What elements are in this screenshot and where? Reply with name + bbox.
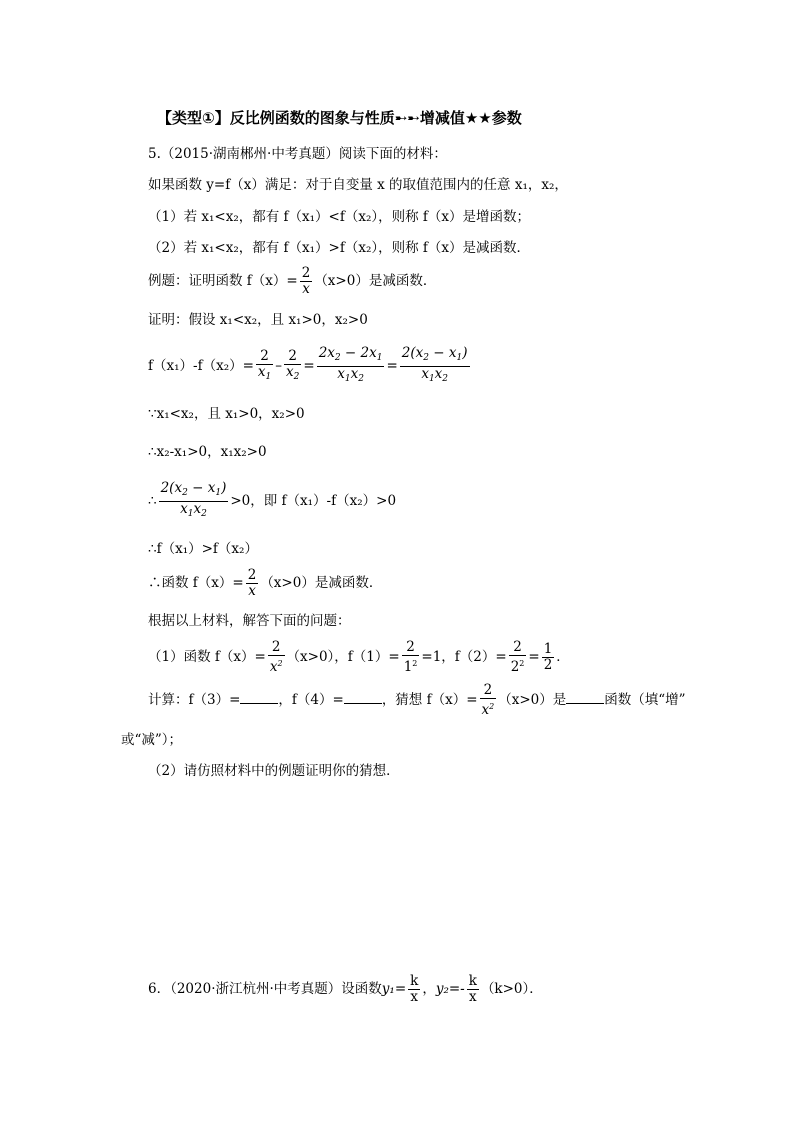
answer-blank-f4[interactable] [344,691,382,704]
answer-blank-type[interactable] [566,691,604,704]
q5-header: 5.（2015·湖南郴州·中考真题）阅读下面的材料： [148,146,447,162]
q5-part-2: （2）请仿照材料中的例题证明你的猜想． [148,763,400,779]
q5-example: 例题：证明函数 f（x）= $\frac{2}{x}$ （x>0）是减函数． [148,265,437,297]
answer-blank-f3[interactable] [240,691,278,704]
q5-based-on: 根据以上材料，解答下面的问题： [148,613,351,629]
fraction-2-over-x: $\frac{2}{x}$ [301,265,311,297]
q5-proof-start: 证明：假设 x₁<x₂，且 x₁>0，x₂>0 [148,312,368,328]
q5-since: ∵x₁<x₂，且 x₁>0，x₂>0 [148,406,305,422]
q5-conclusion: ∴函数 f（x）= $\frac{2}{x}$ （x>0）是减函数． [148,567,383,599]
q5-case-1: （1）若 x₁<x₂，都有 f（x₁）<f（x₂），则称 f（x）是增函数； [148,209,531,225]
q5-part-1: （1）函数 f（x）= $\frac{2}{x^2}$ （x>0），f（1）= $\frac{2}{1^2}$ =1，f（2）= $\frac{2}{2^2}$ = $\frac{1}{2}$ ． [148,639,570,675]
q5-difference: f（x₁）-f（x₂）= $\frac{2}{x_1}$ – $\frac{2}{x_2}$ = $\frac{2x_2 - 2x_1}{x_1x_2}$ = $\frac{2(x_2 - x_1)}{x_1x_2}$ [148,346,472,387]
q5-case-2: （2）若 x₁<x₂，都有 f（x₁）>f（x₂），则称 f（x）是减函数． [148,240,531,256]
q5-calc: 计算：f（3）= ，f（4）= ，猜想 f（x）= $\frac{2}{x^2}$ （x>0）是 函数（填“增” [148,682,686,718]
q6-header: 6．（2020·浙江杭州·中考真题）设函数y₁= $\frac{k}{x}$ ，y₂=- $\frac{k}{x}$ （k>0）． [148,973,543,1005]
q5-definition: 如果函数 y=f（x）满足：对于自变量 x 的取值范围内的任意 x₁，x₂， [148,177,568,193]
section-title: 【类型①】反比例函数的图象与性质➸➸增减值★★参数 [157,109,522,127]
q5-therefore-1: ∴x₂-x₁>0，x₁x₂>0 [148,444,267,460]
q5-calc-wrap: 或“减”）； [121,732,183,748]
q5-therefore-2: ∴ $\frac{2(x_2 - x_1)}{x_1x_2}$ >0，即 f（x₁）-f（x₂）>0 [148,481,396,522]
q5-therefore-3: ∴f（x₁）>f（x₂） [148,541,258,557]
